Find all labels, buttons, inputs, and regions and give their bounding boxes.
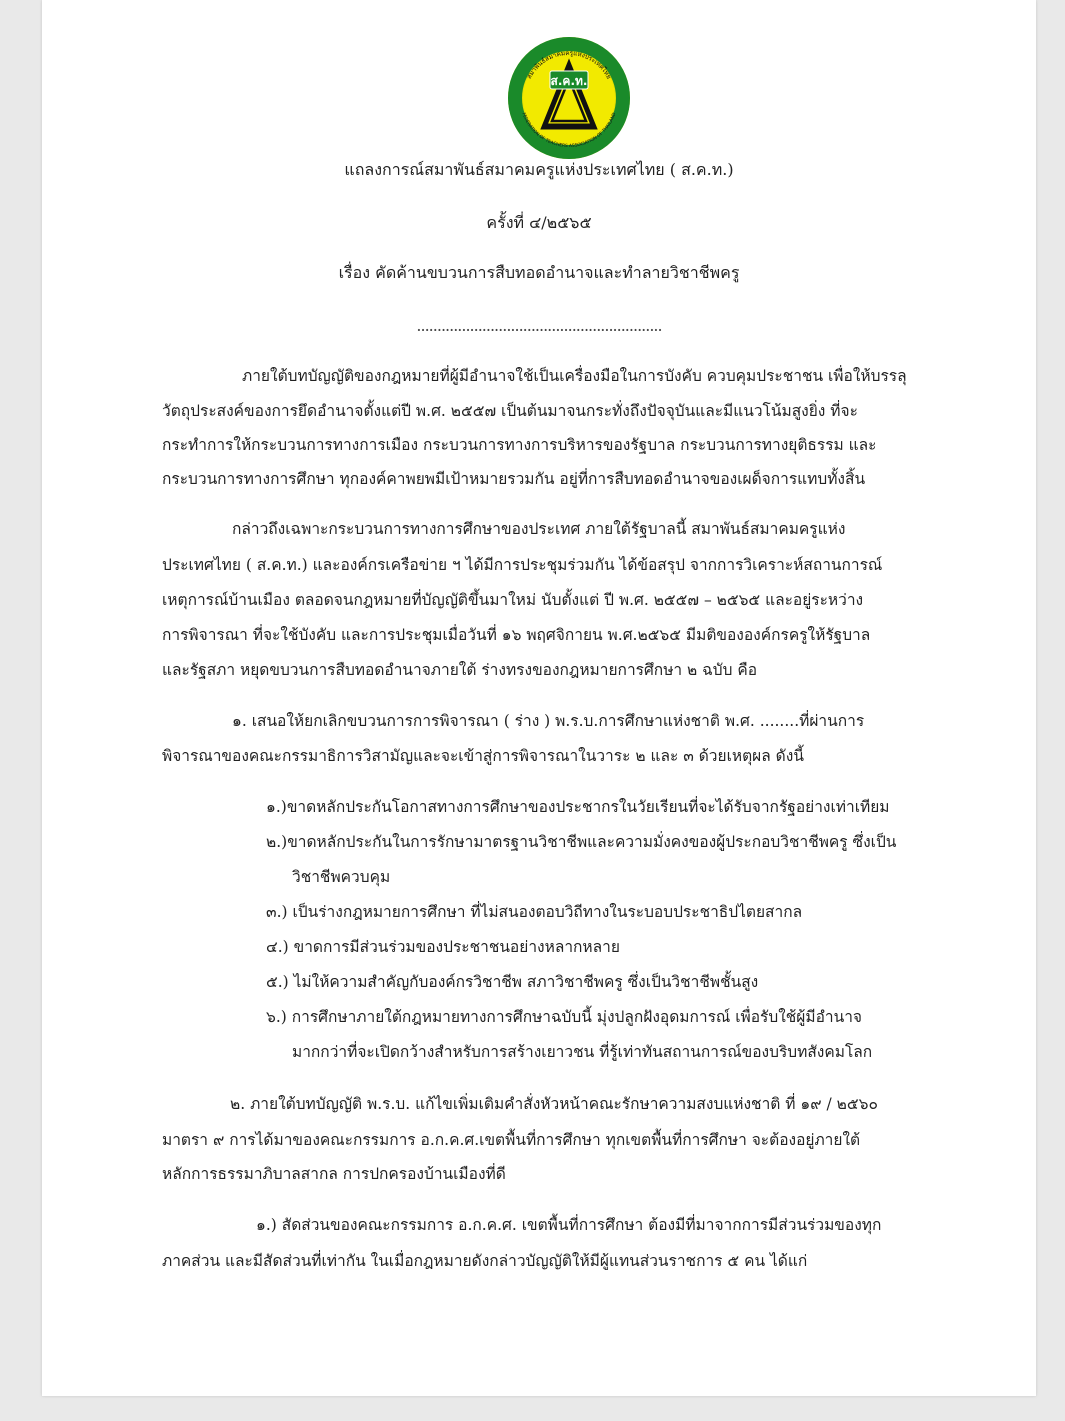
item-2-1-line: ภาคส่วน และมีสัดส่วนที่เท่ากัน ในเมื่อกฎหมายดังกล่าวบัญญัติให้มีผู้แทนส่วนราชการ ๕ คน ได้แก่ [162,1252,808,1270]
paragraph-1-line: วัตถุประสงค์ของการยึดอำนาจตั้งแต่ปี พ.ศ. ๒๕๕๗ เป็นต้นมาจนกระทั่งถึงปัจจุบันและมีแนวโน้มสูงยิ่ง ที่จะ [162,402,858,420]
item-2-line: ๒. ภายใต้บทบัญญัติ พ.ร.บ. แก้ไขเพิ่มเติมคำสั่งหัวหน้าคณะรักษาความสงบแห่งชาติ ที่ ๑๙ / ๒๕๖๐ [230,1095,878,1113]
paragraph-2-line: เหตุการณ์บ้านเมือง ตลอดจนกฎหมายที่บัญญัติขึ้นมาใหม่ นับตั้งแต่ ปี พ.ศ. ๒๕๕๗ – ๒๕๖๕ และอยู่ระหว่าง [162,591,864,609]
paragraph-2-line: ประเทศไทย ( ส.ค.ท.) และองค์กรเครือข่าย ฯ ได้มีการประชุมร่วมกัน ได้ข้อสรุป จากการวิเคราะห์สถานการณ์ [162,556,883,574]
separator-dots: ............................................................ [416,316,662,335]
reason-item-continued: วิชาชีพควบคุม [292,868,391,886]
paragraph-1-line: กระบวนการทางการศึกษา ทุกองค์คาพยพมีเป้าหมายรวมกัน อยู่ที่การสืบทอดอำนาจของเผด็จการแทบทั้งสิ้น [162,470,866,488]
statement-title: แถลงการณ์สมาพันธ์สมาคมครูแห่งประเทศไทย ( ส.ค.ท.) [344,160,734,179]
reason-item: ๕.) ไม่ให้ความสำคัญกับองค์กรวิชาชีพ สภาวิชาชีพครู ซึ่งเป็นวิชาชีพชั้นสูง [266,973,759,991]
item-2-1-line: ๑.) สัดส่วนของคณะกรรมการ อ.ก.ค.ศ. เขตพื้นที่การศึกษา ต้องมีที่มาจากการมีส่วนร่วมของทุก [256,1216,882,1234]
reason-item: ๑.)ขาดหลักประกันโอกาสทางการศึกษาของประชากรในวัยเรียนที่จะได้รับจากรัฐอย่างเท่าเทียม [266,798,890,816]
document-page [42,0,1036,1396]
paragraph-2-line: การพิจารณา ที่จะใช้บังคับ และการประชุมเมื่อวันที่ ๑๖ พฤศจิกายน พ.ศ.๒๕๖๕ มีมติขององค์กรครูให้รัฐบาล [162,626,871,644]
paragraph-2-line: กล่าวถึงเฉพาะกระบวนการทางการศึกษาของประเทศ ภายใต้รัฐบาลนี้ สมาพันธ์สมาคมครูแห่ง [232,520,846,538]
paragraph-1-line: ภายใต้บทบัญญัติของกฎหมายที่ผู้มีอำนาจใช้เป็นเครื่องมือในการบังคับ ควบคุมประชาชน เพื่อให้บรรลุ [242,367,907,385]
paragraph-1-line: กระทำการให้กระบวนการทางการเมือง กระบวนการทางการบริหารของรัฐบาล กระบวนการทางยุติธรรม และ [162,436,877,454]
item-1-line: พิจารณาของคณะกรรมาธิการวิสามัญและจะเข้าสู่การพิจารณาในวาระ ๒ และ ๓ ด้วยเหตุผล ดังนี้ [162,747,804,765]
item-1-line: ๑. เสนอให้ยกเลิกขบวนการการพิจารณา ( ร่าง ) พ.ร.บ.การศึกษาแห่งชาติ พ.ศ. ........ที่ผ่านการ [232,712,865,730]
seal-ring-text-top: สมาพันธ์สมาคมครูแห่งประเทศไทย [524,48,614,81]
reason-item: ๔.) ขาดการมีส่วนร่วมของประชาชนอย่างหลากหลาย [266,938,620,956]
reason-item-continued: มากกว่าที่จะเปิดกว้างสำหรับการสร้างเยาวชน ที่รู้เท่าทันสถานการณ์ของบริบทสังคมโลก [292,1043,873,1061]
statement-subject: เรื่อง คัดค้านขบวนการสืบทอดอำนาจและทำลายวิชาชีพครู [338,263,740,282]
paragraph-2-line: และรัฐสภา หยุดขบวนการสืบทอดอำนาจภายใต้ ร่างทรงของกฎหมายการศึกษา ๒ ฉบับ คือ [162,661,758,679]
reason-item: ๒.)ขาดหลักประกันในการรักษามาตรฐานวิชาชีพและความมั่งคงของผู้ประกอบวิชาชีพครู ซึ่งเป็น [266,833,897,851]
association-seal-icon [506,35,632,161]
seal-center-text: ส.ค.ท. [550,74,588,88]
reason-item: ๖.) การศึกษาภายใต้กฎหมายทางการศึกษาฉบับนี้ มุ่งปลูกฝังอุดมการณ์ เพื่อรับใช้ผู้มีอำนาจ [266,1008,862,1026]
seal-ring-text-bottom: FEDERATION OF TEACHERS ASSOCIATION OF THAILAND [520,112,618,150]
statement-issue-number: ครั้งที่ ๔/๒๕๖๕ [486,213,592,232]
reason-item: ๓.) เป็นร่างกฎหมายการศึกษา ที่ไม่สนองตอบวิถีทางในระบอบประชาธิปไตยสากล [266,903,803,921]
item-2-line: มาตรา ๙ การได้มาของคณะกรรมการ อ.ก.ค.ศ.เขตพื้นที่การศึกษา ทุกเขตพื้นที่การศึกษา จะต้องอยู่ภายใต้ [162,1131,861,1149]
item-2-line: หลักการธรรมาภิบาลสากล การปกครองบ้านเมืองที่ดี [162,1165,506,1183]
